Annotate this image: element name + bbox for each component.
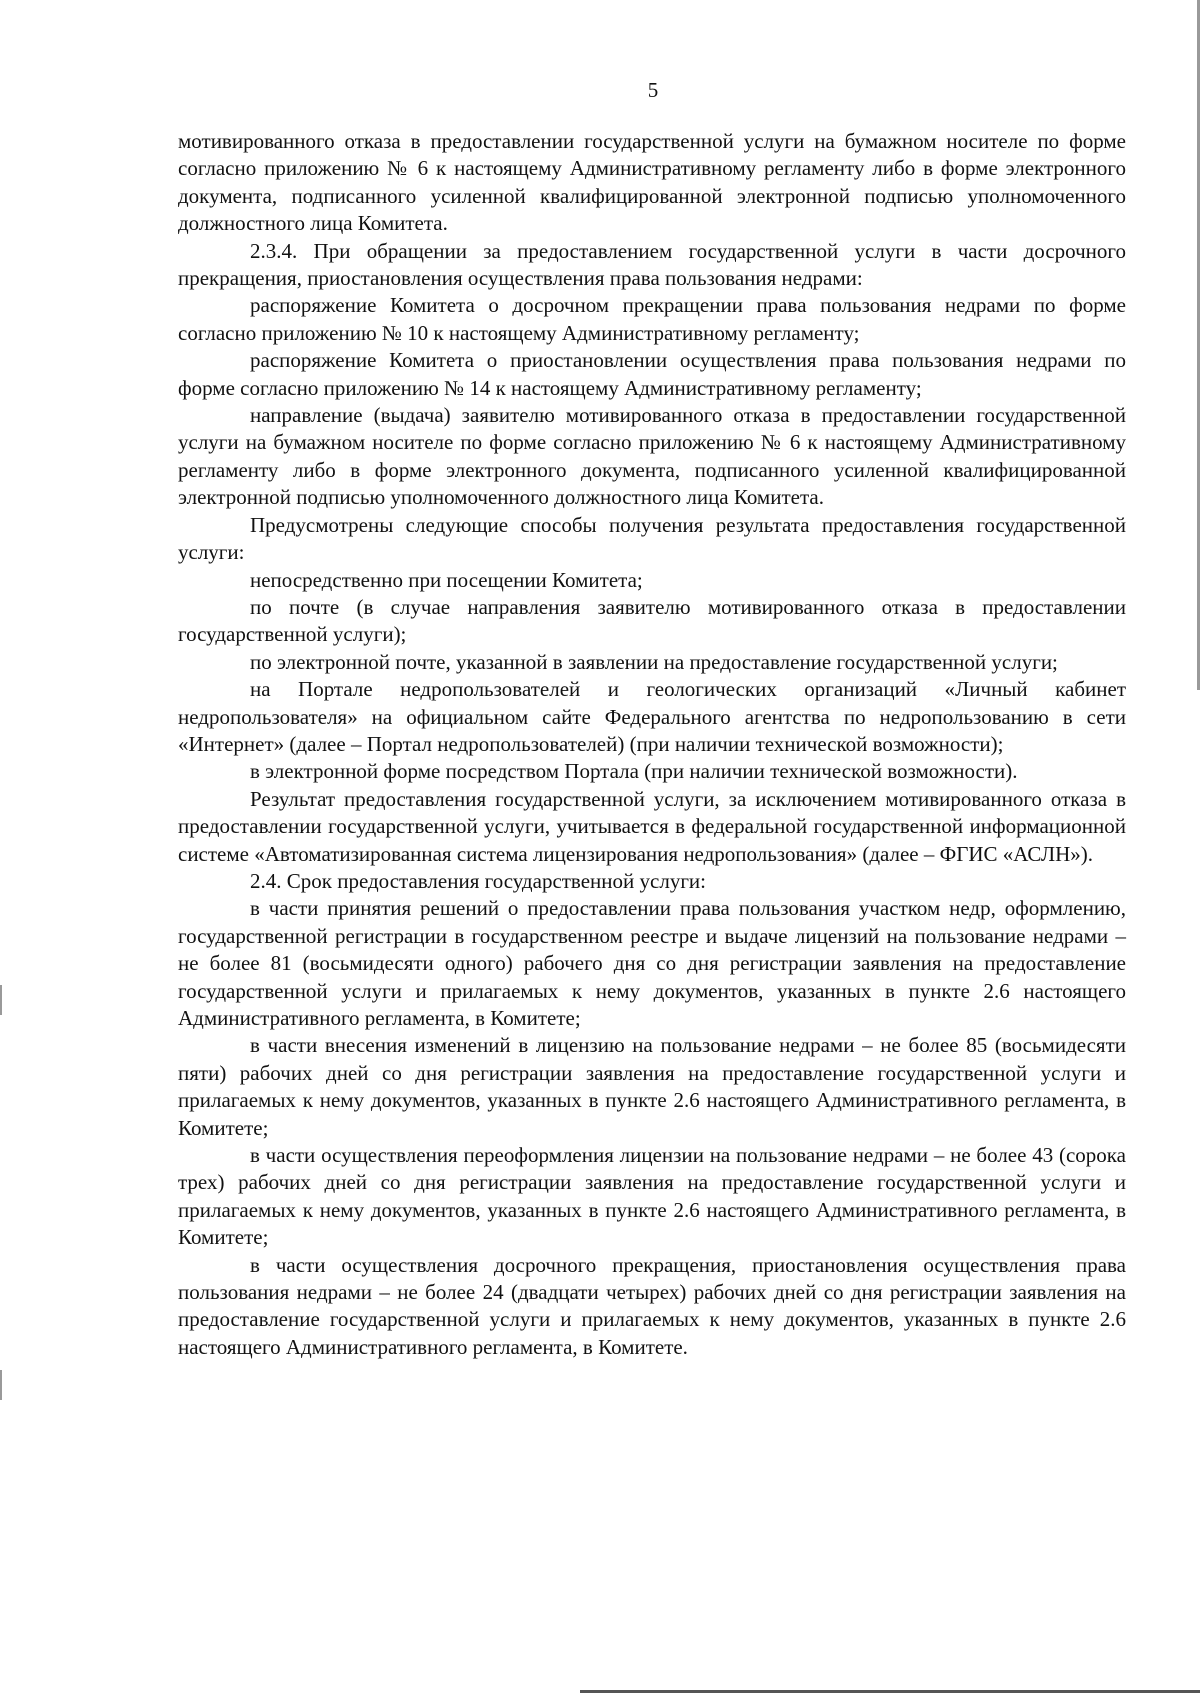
- paragraph-termination-order: распоряжение Комитета о досрочном прекращении права пользования недрами по форме согласно приложению № 10 к настоящему Административному регламенту;: [178, 293, 1126, 345]
- scan-edge-line-bottom: [580, 1690, 1200, 1693]
- scan-edge-tick-left: [0, 985, 2, 1015]
- document-body: [178, 128, 1126, 1361]
- paragraph-refusal-notice: направление (выдача) заявителю мотивированного отказа в предоставлении государственной услуги на бумажном носителе по форме согласно приложению № 6 к настоящему Административному регламенту либо в форме электронного документа, подписанного усиленной квалифицированной электронной подписью уполномоченного должностного лица Комитета.: [178, 403, 1126, 510]
- paragraph-result-registry: Результат предоставления государственной услуги, за исключением мотивированного отказа в предоставлении государственной услуги, учитывается в федеральной государственной информационной системе «Автоматизированная система лицензирования недропользования» (далее – ФГИС «АСЛН»).: [178, 786, 1126, 866]
- paragraph-method-visit: непосредственно при посещении Комитета;: [250, 567, 643, 592]
- paragraph-term-grant: в части принятия решений о предоставлении права пользования участком недр, оформлению, государственной регистрации в государственном реестре и выдаче лицензий на пользование недрами – не более 81 (восьмидесяти одного) рабочего дня со дня регистрации заявления на предоставление государственной услуги и прилагаемых к нему документов, указанных в пункте 2.6 настоящего Административного регламента, в Комитете;: [178, 896, 1126, 1030]
- paragraph-suspension-order: распоряжение Комитета о приостановлении осуществления права пользования недрами по форме согласно приложению № 14 к настоящему Административному регламенту;: [178, 348, 1126, 400]
- paragraph-method-post: по почте (в случае направления заявителю мотивированного отказа в предоставлении государственной услуги);: [178, 594, 1126, 647]
- paragraph-term-amendment: в части внесения изменений в лицензию на пользование недрами – не более 85 (восьмидесяти пяти) рабочих дней со дня регистрации заявления на предоставление государственной услуги и прилагаемых к нему документов, указанных в пункте 2.6 настоящего Административного регламента, в Комитете;: [178, 1033, 1126, 1140]
- scan-edge-tick-left: [0, 1370, 2, 1400]
- paragraph-term-termination: в части осуществления досрочного прекращения, приостановления осуществления права пользования недрами – не более 24 (двадцати четырех) рабочих дней со дня регистрации заявления на предоставление государственной услуги и прилагаемых к нему документов, указанных в пункте 2.6 настоящего Административного регламента, в Комитете.: [178, 1252, 1126, 1359]
- paragraph-clause-2-3-4: 2.3.4. При обращении за предоставлением государственной услуги в части досрочного прекращения, приостановления осуществления права пользования недрами:: [178, 238, 1126, 291]
- page-number: 5: [647, 78, 659, 102]
- paragraph-clause-2-4: 2.4. Срок предоставления государственной услуги:: [250, 868, 707, 893]
- paragraph-method-portal: на Портале недропользователей и геологических организаций «Личный кабинет недропользователя» на официальном сайте Федерального агентства по недропользованию в сети «Интернет» (далее – Портал недропользователей) (при наличии технической возможности);: [178, 677, 1126, 756]
- paragraph-method-email: по электронной почте, указанной в заявлении на предоставление государственной услуги;: [250, 649, 1058, 674]
- paragraph-continuation: мотивированного отказа в предоставлении государственной услуги на бумажном носителе по форме согласно приложению № 6 к настоящему Административному регламенту либо в форме электронного документа, подписанного усиленной квалифицированной электронной подписью уполномоченного должностного лица Комитета.: [178, 129, 1126, 236]
- paragraph-result-methods: Предусмотрены следующие способы получения результата предоставления государственной услуги:: [178, 512, 1126, 565]
- paragraph-method-electronic: в электронной форме посредством Портала (при наличии технической возможности).: [250, 759, 1018, 784]
- paragraph-term-reissue: в части осуществления переоформления лицензии на пользование недрами – не более 43 (сорока трех) рабочих дней со дня регистрации заявления на предоставление государственной услуги и прилагаемых к нему документов, указанных в пункте 2.6 настоящего Административного регламента, в Комитете;: [178, 1143, 1126, 1250]
